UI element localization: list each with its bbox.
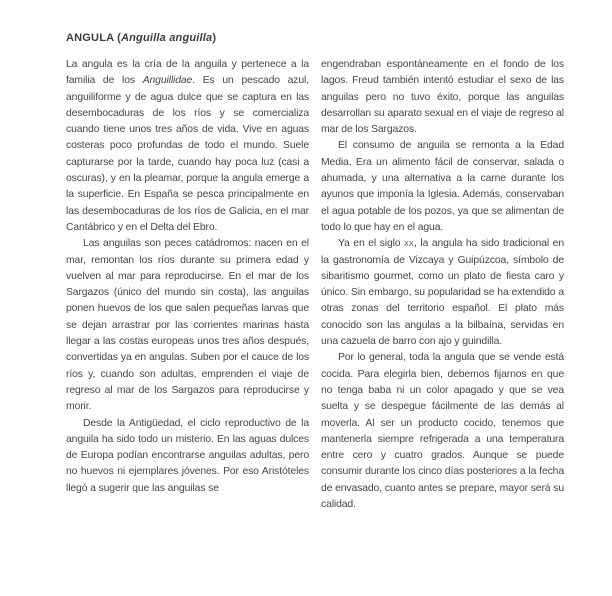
text-run: Las anguilas son peces catádromos: nacen en el mar, remontan los ríos durante su primera edad y vuelven al mar para reproducirse. En el mar de los Sargazos (único del mundo sin costa), las anguilas ponen huevos de los que salen pequeñas larvas que se dejan arrastrar por las corrientes marinas hasta llegar a las costas europeas unos tres años después, convertidas ya en angulas. Suben por el cauce de los ríos y, cuando son adultas, emprenden el viaje de regreso al mar de los Sargazos para reproducirse y morir. [66,238,309,413]
paragraph [66,236,309,415]
text-run: Por lo general, toda la angula que se vende está cocida. Para elegirla bien, debemos fijarnos en que no tenga baba ni un color apagado y que se vea suelta y se despegue fácilmente de las demás al moverla. Al ser un producto cocido, tenemos que mantenerla siempre refrigerada a una temperatura entre cero y cuatro grados. Aunque se puede consumir durante los cinco días posteriores a la fecha de envasado, cuanto antes se prepare, mayor será su calidad. [321,352,564,511]
title-scientific-name: Anguilla anguilla [120,32,213,45]
paragraph [66,416,309,497]
text-run: engendraban espontáneamente en el fondo de los lagos. Freud también intentó estudiar el sexo de las anguilas pero no tuvo éxito, porque las anguilas desarrollan su aparato sexual en el viaje de regreso al mar de los Sargazos. [321,59,564,136]
text-run: . Es un pescado azul, anguiliforme y de agua dulce que se captura en las desembocaduras de los ríos y se comercializa cuando tiene unos tres años de vida. Vive en aguas costeras poco profundas de todo el mundo. Suele capturarse por la tarde, cuando hay poca luz (casi a oscuras), y en la pleamar, porque la angula emerge a la superficie. En España se pesca principalmente en las desembocaduras de los ríos de Galicia, en el mar Cantábrico y en el Delta del Ebro. [66,75,309,233]
text-column-left [66,57,309,513]
text-column-right [321,57,564,513]
text-run: El consumo de anguila se remonta a la Edad Media. Era un alimento fácil de conservar, salada o ahumada, y una alternativa a la carne durante los ayunos que imponía la Iglesia. Además, conservaban el agua potable de los pozos, ya que se alimentan de todo lo que hay en el agua. [321,140,564,233]
text-run: , la angula ha sido tradicional en la gastronomía de Vizcaya y Guipúzcoa, símbolo de sibaritismo gourmet, como un plato de fiesta caro y único. Sin embargo, su popularidad se ha extendido a otras zonas del territorio español. El plato más conocido son las angulas a la bilbaína, servidas en una cazuela de barro con ajo y guindilla. [321,238,564,348]
text-run: xx [404,238,415,250]
text-run: Desde la Antigüedad, el ciclo reproductivo de la anguila ha sido todo un misterio. En las aguas dulces de Europa podían encontrarse anguilas adultas, pero no huevos ni ejemplares jóvenes. Por eso Aristóteles llegó a sugerir que las anguilas se [66,417,309,494]
text-run: La angula es la cría de la anguila y pertenece a la familia de los [66,59,309,87]
title-common-name: ANGULA ( [66,32,121,45]
title-close-paren: ) [212,32,217,45]
paragraph [321,236,564,350]
text-run: Ya en el siglo [338,238,405,250]
paragraph [321,57,564,138]
text-run: Anguillidae [142,75,193,87]
paragraph [66,57,309,236]
page-title [66,32,216,44]
article-body [66,57,564,513]
paragraph [321,350,564,513]
paragraph [321,138,564,236]
